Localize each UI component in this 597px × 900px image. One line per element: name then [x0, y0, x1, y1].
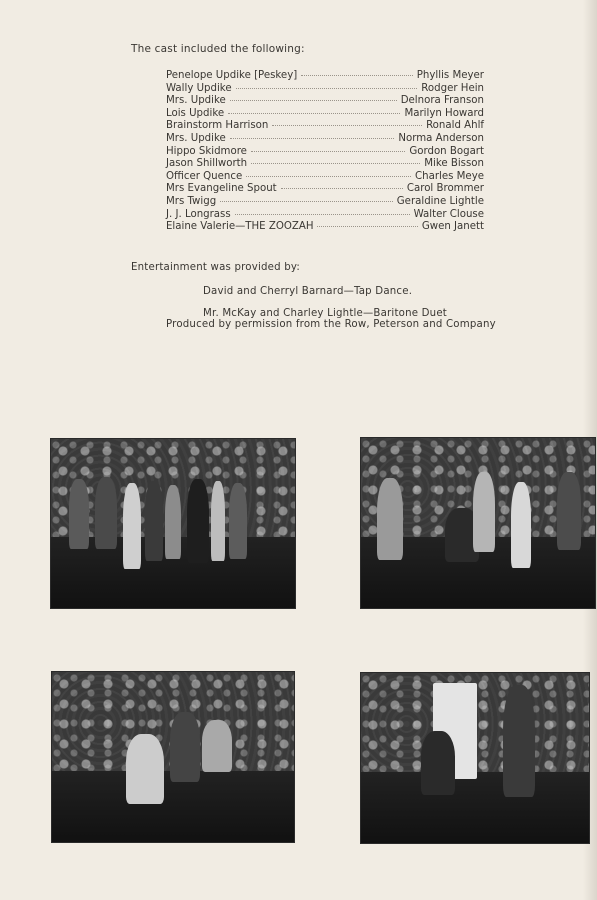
cast-row	[166, 70, 484, 83]
cast-role: Wally Updike	[166, 82, 232, 94]
entertainment-item: Mr. McKay and Charley Lightle—Baritone Duet	[203, 308, 448, 319]
cast-role: Officer Quence	[166, 170, 243, 182]
leader-dots	[251, 151, 405, 152]
photo-cast-lineup	[51, 439, 295, 608]
leader-dots	[235, 214, 410, 215]
leader-dots	[220, 201, 393, 202]
photo-sofa-scene	[52, 672, 294, 842]
cast-intro: The cast included the following:	[131, 43, 305, 55]
cast-actor: Delnora Franson	[400, 95, 484, 107]
entertainment-heading: Entertainment was provided by:	[131, 262, 301, 273]
cast-role: Brainstorm Harrison	[166, 120, 269, 132]
figure-silhouette	[187, 479, 209, 563]
cast-role: Mrs. Updike	[166, 132, 226, 144]
cast-role: Jason Shillworth	[166, 158, 248, 170]
figure-silhouette	[126, 734, 164, 804]
figure-silhouette	[211, 481, 225, 561]
cast-actor: Phyllis Meyer	[416, 70, 484, 81]
cast-row	[166, 83, 484, 96]
photo-window-scene	[361, 673, 589, 843]
cast-actor: Mike Bisson	[424, 158, 484, 170]
cast-actor: Charles Meye	[415, 170, 484, 182]
figure-silhouette	[165, 485, 181, 559]
figure-silhouette	[202, 720, 232, 772]
leader-dots	[230, 100, 397, 101]
cast-actor: Gwen Janett	[421, 221, 484, 233]
leader-dots	[251, 163, 420, 164]
cast-role: Lois Updike	[166, 107, 225, 119]
cast-row	[166, 171, 484, 184]
leader-dots	[317, 226, 417, 227]
leader-dots	[228, 113, 400, 114]
leader-dots	[272, 125, 422, 126]
figure-silhouette	[123, 483, 141, 569]
cast-row	[166, 133, 484, 146]
cast-row	[166, 183, 484, 196]
cast-role: Mrs Evangeline Spout	[166, 183, 277, 195]
leader-dots	[301, 75, 413, 76]
figure-silhouette	[473, 472, 495, 552]
figure-silhouette	[557, 472, 581, 550]
cast-actor: Walter Clouse	[413, 208, 484, 220]
cast-role: J. J. Longrass	[166, 208, 231, 220]
figure-silhouette	[229, 483, 247, 559]
cast-actor: Gordon Bogart	[409, 145, 484, 157]
cast-row	[166, 158, 484, 171]
cast-row	[166, 209, 484, 222]
cast-role: Elaine Valerie—THE ZOOZAH	[166, 221, 314, 233]
cast-row	[166, 196, 484, 209]
leader-dots	[230, 138, 395, 139]
cast-role: Mrs Twigg	[166, 195, 217, 207]
figure-silhouette	[503, 685, 535, 797]
leader-dots	[236, 88, 418, 89]
figure-silhouette	[69, 479, 89, 549]
figure-silhouette	[95, 477, 117, 549]
cast-row	[166, 221, 484, 234]
cast-row	[166, 108, 484, 121]
cast-row	[166, 146, 484, 159]
leader-dots	[281, 188, 403, 189]
cast-row	[166, 120, 484, 133]
cast-actor: Geraldine Lightle	[396, 195, 484, 207]
cast-actor: Carol Brommer	[406, 183, 484, 195]
photo-living-room-scene	[361, 438, 595, 608]
production-credit: Produced by permission from the Row, Peterson and Company	[166, 319, 496, 330]
cast-actor: Ronald Ahlf	[426, 120, 484, 132]
cast-actor: Norma Anderson	[398, 132, 484, 144]
figure-silhouette	[377, 478, 403, 560]
cast-role: Hippo Skidmore	[166, 145, 247, 157]
figure-silhouette	[170, 712, 200, 782]
cast-actor: Marilyn Howard	[404, 107, 484, 119]
figure-silhouette	[511, 482, 531, 568]
cast-list	[166, 70, 484, 234]
figure-silhouette	[145, 481, 163, 561]
entertainment-item: David and Cherryl Barnard—Tap Dance.	[203, 286, 413, 297]
cast-role: Penelope Updike [Peskey]	[166, 70, 298, 81]
figure-silhouette	[421, 731, 455, 795]
leader-dots	[246, 176, 411, 177]
cast-row	[166, 95, 484, 108]
cast-actor: Rodger Hein	[421, 82, 484, 94]
cast-role: Mrs. Updike	[166, 95, 226, 107]
